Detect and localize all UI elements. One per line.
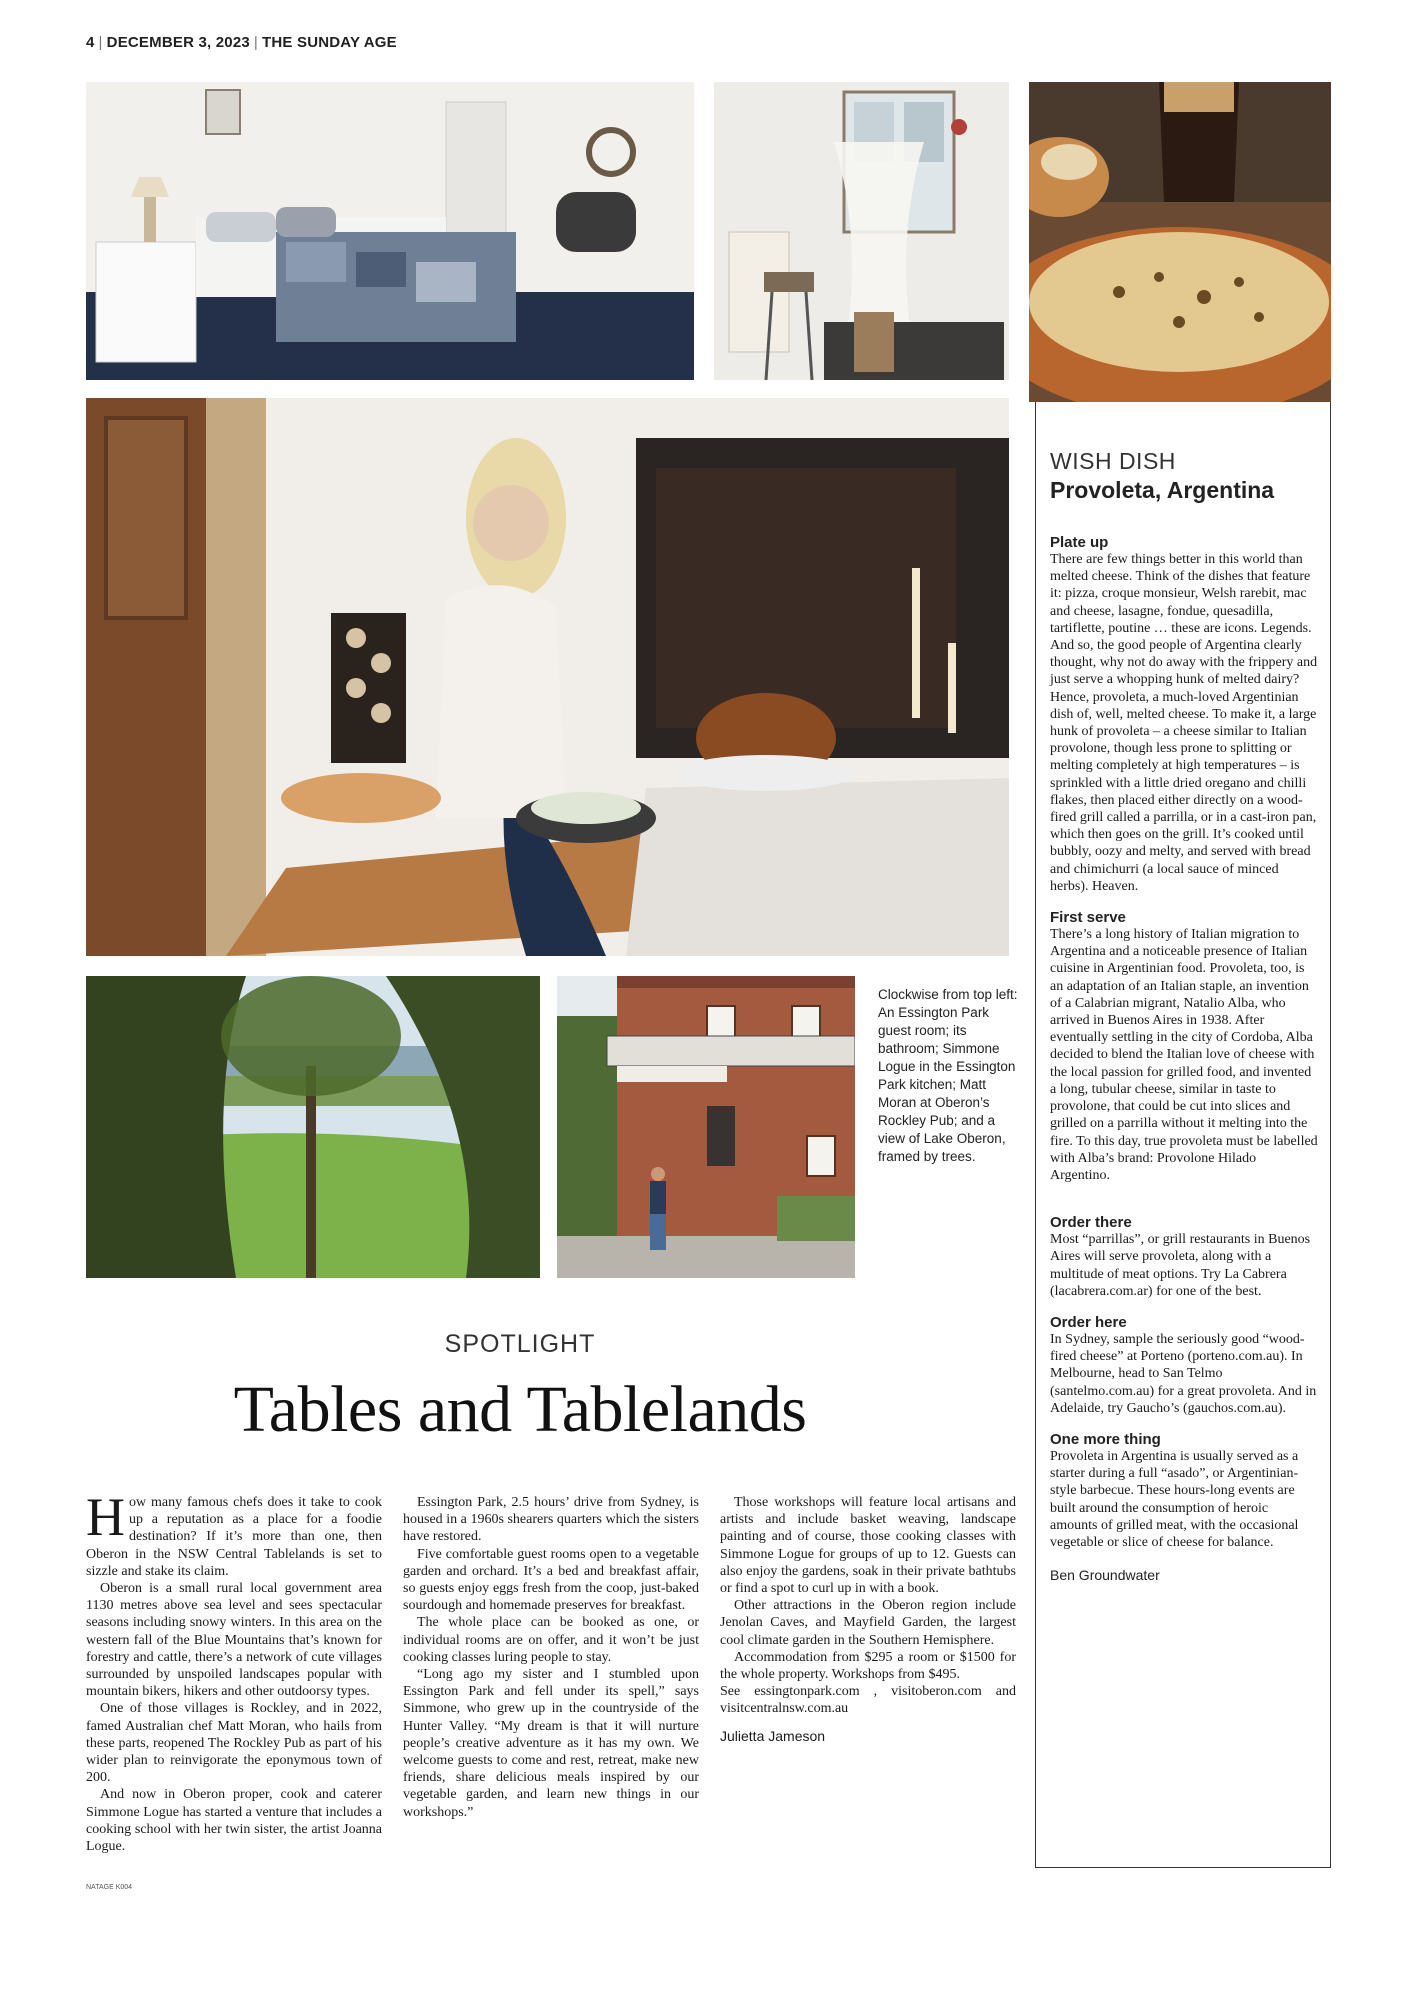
article-column-1 [86, 1487, 382, 1855]
sidebar-byline: Ben Groundwater [1050, 1567, 1160, 1584]
wish-dish-sidebar [1035, 402, 1331, 1868]
article-paragraph: Those workshops will feature local artisans and artists and include basket weaving, landscape painting and of course, those cooking classes with Simmone Logue for groups of up to 12. Guests can also enjoy the gardens, soak in their private bathtubs or find a spot to curl up in with a book. [720, 1495, 1016, 1597]
article-paragraph [86, 1487, 382, 1580]
article-paragraph: The whole place can be booked as one, or individual rooms are on offer, and it won’t be just cooking classes luring people to stay. [403, 1615, 699, 1665]
sidebar-text: Provoleta in Argentina is usually served as a starter during a full “asado”, or Argentinian-style barbecue. These hours-long events are built around the consumption of heroic amounts of grilled meat, with the occasional vegetable or slice of cheese for balance. [1050, 1448, 1299, 1550]
drop-cap: H [86, 1487, 125, 1547]
photo-caption: Clockwise from top left: An Essington Park guest room; its bathroom; Simmone Logue in the Essington Park kitchen; Matt Moran at Oberon’s Rockley Pub; and a view of Lake Oberon, framed by trees. [878, 987, 1018, 1164]
sidebar-text: There’s a long history of Italian migration to Argentina and a noticeable presence of Italian cuisine in Argentinian food. Provoleta, too, is an adaptation of an Italian staple, an invention of a Calabrian migrant, Natalio Alba, who arrived in Buenos Aires in 1938. After eventually settling in the city of Cordoba, Alba decided to blend the Italian love of cheese with the local passion for grilled food, and invented a long, tubular cheese, similar in taste to provolone, that could be cut into slices and grilled on a parrilla without it melting into the fire. To this day, true provoleta must be labelled with Alba’s brand: Provolone Hilado Argentino. [1050, 927, 1318, 1183]
article-paragraph: Essington Park, 2.5 hours’ drive from Sydney, is housed in a 1960s shearers quarters which the sisters have restored. [403, 1495, 699, 1545]
article-paragraph: One of those villages is Rockley, and in 2022, famed Australian chef Matt Moran, who hails from these parts, reopened The Rockley Pub as part of his wider plan to reinvigorate the eponymous town of 200. [86, 1701, 382, 1786]
issue-date: DECEMBER 3, 2023 [106, 34, 250, 51]
provoleta-photo [1029, 82, 1331, 402]
article-paragraph: “Long ago my sister and I stumbled upon Essington Park and fell under its spell,” says Simmone, who grew up in the countryside of the Hunter Valley. “My dream is that it will nurture people’s creative adventure as it has my own. We welcome guests to come and rest, retreat, make new friends, share delicious meals inspired by our vegetable garden, and learn new things in our workshops.” [403, 1667, 699, 1820]
article-paragraph: See essingtonpark.com , visitoberon.com and visitcentralnsw.com.au [720, 1684, 1016, 1717]
article-column-2 [403, 1494, 699, 1821]
article-headline: Tables and Tablelands [233, 1373, 807, 1446]
article-byline: Julietta Jameson [720, 1727, 826, 1744]
page-number: 4 [86, 34, 95, 51]
article-column-3 [720, 1494, 1016, 1745]
sidebar-subhead: Order here [1050, 1313, 1127, 1331]
bathroom-photo [714, 82, 1009, 380]
article-paragraph: Five comfortable guest rooms open to a vegetable garden and orchard. It’s a bed and breakfast affair, so guests enjoy eggs fresh from the coop, just-baked sourdough and homemade preserves for breakfast. [403, 1546, 699, 1614]
sidebar-title: Provoleta, Argentina [1050, 477, 1275, 503]
sidebar-subhead: Plate up [1050, 534, 1109, 551]
lake-photo [86, 976, 540, 1278]
sidebar-subhead: First serve [1050, 909, 1126, 927]
article-paragraph: Other attractions in the Oberon region include Jenolan Caves, and Mayfield Garden, the largest cool climate garden in the Southern Hemisphere. [720, 1598, 1016, 1648]
sidebar-subhead: Order there [1050, 1214, 1132, 1232]
sidebar-text: In Sydney, sample the seriously good “wood-fired cheese” at Porteno (porteno.com.au). In Melbourne, head to San Telmo (santelmo.com.au) for a great provoleta. And in Adelaide, try Gaucho’s (gauchos.com.au). [1050, 1331, 1317, 1416]
article-kicker: SPOTLIGHT [444, 1330, 596, 1358]
article-paragraph: And now in Oberon proper, cook and caterer Simmone Logue has started a venture that includes a cooking school with her twin sister, the artist Joanna Logue. [86, 1787, 382, 1855]
sidebar-text: Most “parrillas”, or grill restaurants in Buenos Aires will serve provoleta, along with a multitude of meat options. Try La Cabrera (lacabrera.com.ar) for one of the best. [1050, 1232, 1311, 1299]
article-paragraph: Accommodation from $295 a room or $1500 for the whole property. Workshops from $495. [720, 1649, 1016, 1683]
edition-code: NATAGE K004 [86, 1884, 133, 1891]
kitchen-photo [86, 398, 1009, 956]
sidebar-subhead: One more thing [1050, 1430, 1161, 1448]
sidebar-kicker: WISH DISH [1050, 448, 1176, 474]
pub-photo [557, 976, 855, 1278]
paragraph-text: ow many famous chefs does it take to cook up a reputation as a place for a foodie destination? If it’s more than one, then Oberon in the NSW Central Tablelands is set to sizzle and stake its claim. [86, 1495, 382, 1579]
page-header: 4 | DECEMBER 3, 2023 | THE SUNDAY AGE [86, 34, 397, 51]
masthead: THE SUNDAY AGE [262, 34, 397, 51]
bedroom-photo [86, 82, 694, 380]
sidebar-text: There are few things better in this world than melted cheese. Think of the dishes that feature it: pizza, croque monsieur, Welsh rarebit, mac and cheese, lasagne, fondue, quesadilla, tartiflette, poutine … these are icons. Legends. And so, the good people of Argentina clearly thought, why not do away with the frippery and just serve a whopping hunk of melted dairy? Hence, provoleta, a much-loved Argentinian dish of, well, melted cheese. To make it, a large hunk of provoleta – a cheese similar to Italian provolone, though less prone to splitting or melting completely at high temperatures – is sprinkled with a little dried oregano and chilli flakes, then placed either directly on a wood-fired grill called a parrilla, or in a cast-iron pan, which then goes on the grill. It’s cooked until bubbly, oozy and melty, and served with bread and chimichurri (a local sauce of minced herbs). Heaven. [1050, 552, 1318, 894]
article-paragraph: Oberon is a small rural local government area 1130 metres above sea level and sees spectacular seasons including snowy winters. In this area on the western fall of the Blue Mountains that’s known for forestry and cattle, there’s a network of cute villages surrounded by unspoiled landscapes popular with mountain bikers, hikers and other outdoorsy types. [86, 1581, 382, 1700]
